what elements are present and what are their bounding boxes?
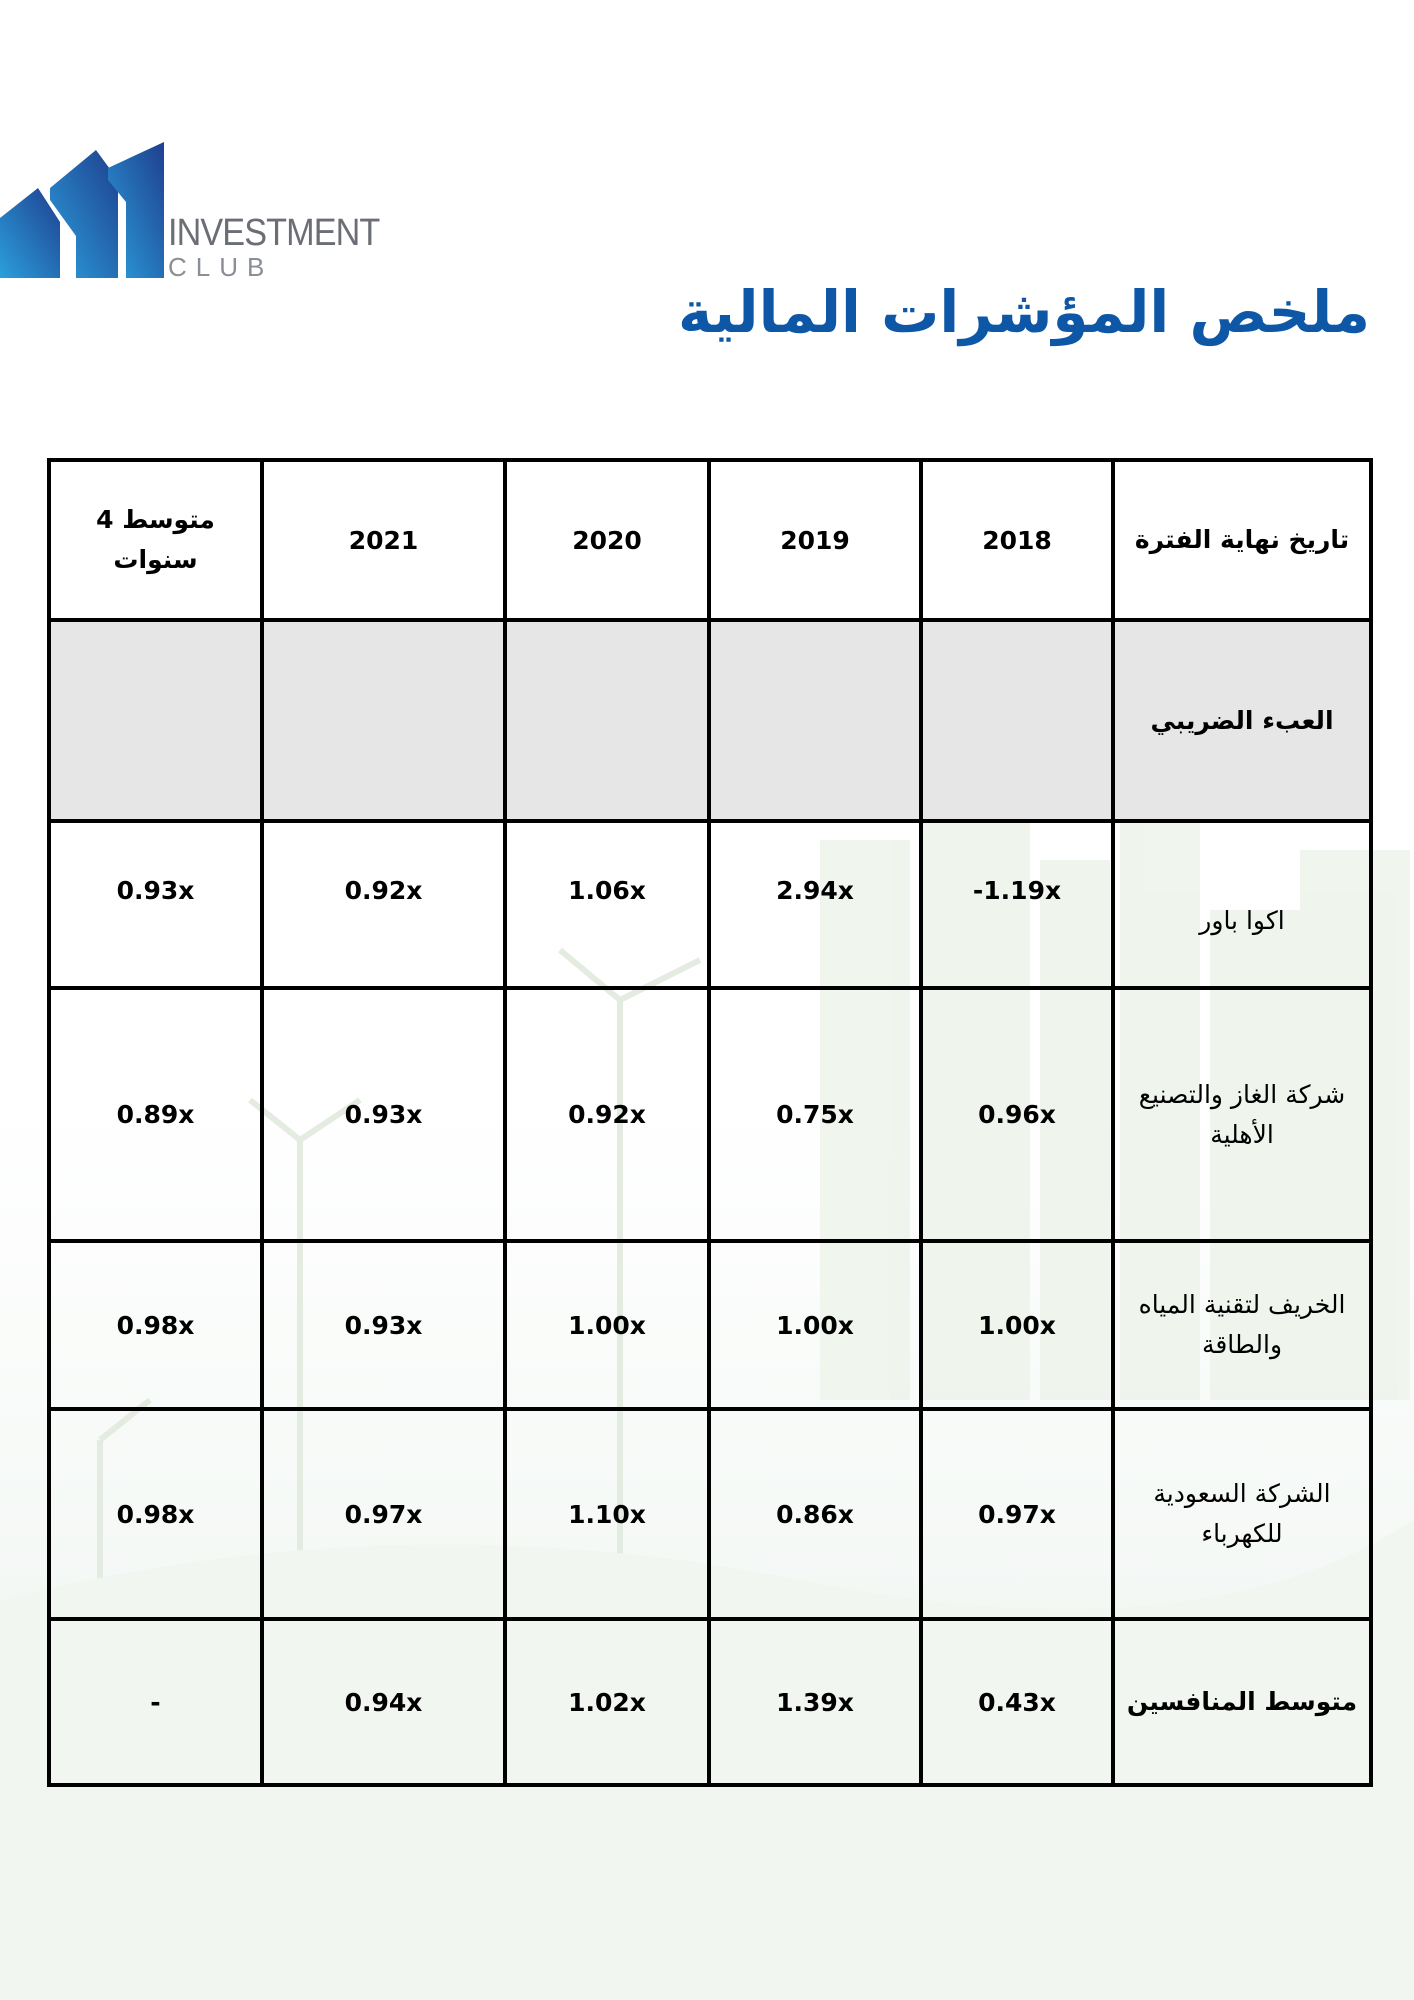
- empty-cell: [49, 620, 262, 821]
- row-label-text: اكوا باور: [1199, 905, 1285, 935]
- header-cell: تاريخ نهاية الفترة: [1113, 460, 1371, 620]
- row-label: متوسط المنافسين: [1113, 1619, 1371, 1785]
- table-row: [49, 1619, 1371, 1785]
- header-cell: 2021: [262, 460, 505, 620]
- section-title: العبء الضريبي: [1113, 620, 1371, 821]
- value-cell: 0.97x: [921, 1409, 1113, 1619]
- value-text: -1.19x: [972, 876, 1062, 905]
- value-cell: 0.96x: [921, 988, 1113, 1241]
- empty-cell: [921, 620, 1113, 821]
- value-cell: 0.89x: [49, 988, 262, 1241]
- empty-cell: [262, 620, 505, 821]
- value-cell: 0.75x: [709, 988, 921, 1241]
- value-cell: 1.00x: [505, 1241, 709, 1409]
- value-cell: 0.93x: [262, 1241, 505, 1409]
- logo-mark: [0, 140, 170, 280]
- row-label: شركة الغاز والتصنيع الأهلية: [1113, 988, 1371, 1241]
- value-cell: [262, 821, 505, 988]
- header-cell: 2020: [505, 460, 709, 620]
- value-cell: 0.43x: [921, 1619, 1113, 1785]
- value-cell: 0.92x: [505, 988, 709, 1241]
- row-label: الشركة السعودية للكهرباء: [1113, 1409, 1371, 1619]
- value-cell: 0.86x: [709, 1409, 921, 1619]
- logo-text-investment: INVESTMENT: [168, 212, 380, 254]
- value-cell: -: [49, 1619, 262, 1785]
- financial-indicators-table: [47, 458, 1373, 1787]
- value-cell: 1.39x: [709, 1619, 921, 1785]
- empty-cell: [505, 620, 709, 821]
- value-text: 0.93x: [116, 876, 195, 905]
- value-cell: 1.00x: [709, 1241, 921, 1409]
- table-row: [49, 1241, 1371, 1409]
- value-text: 2.94x: [776, 876, 854, 905]
- section-row: [49, 620, 1371, 821]
- row-label: [1113, 821, 1371, 988]
- table-header-row: [49, 460, 1371, 620]
- logo: [0, 140, 380, 285]
- value-cell: 1.00x: [921, 1241, 1113, 1409]
- value-cell: [505, 821, 709, 988]
- header-cell: 2018: [921, 460, 1113, 620]
- value-cell: 1.02x: [505, 1619, 709, 1785]
- value-text: 0.92x: [344, 876, 423, 905]
- table-row: [49, 988, 1371, 1241]
- header-cell: متوسط 4 سنوات: [49, 460, 262, 620]
- table-row: [49, 821, 1371, 988]
- value-cell: [709, 821, 921, 988]
- value-cell: 1.10x: [505, 1409, 709, 1619]
- logo-text-club: CLUB: [168, 252, 274, 282]
- row-label: الخريف لتقنية المياه والطاقة: [1113, 1241, 1371, 1409]
- value-cell: 0.93x: [262, 988, 505, 1241]
- value-cell: 0.94x: [262, 1619, 505, 1785]
- value-cell: [49, 821, 262, 988]
- header-cell: 2019: [709, 460, 921, 620]
- table-row: [49, 1409, 1371, 1619]
- value-cell: 0.97x: [262, 1409, 505, 1619]
- empty-cell: [709, 620, 921, 821]
- value-cell: 0.98x: [49, 1241, 262, 1409]
- page-title: ملخص المؤشرات المالية: [677, 278, 1370, 346]
- value-cell: [921, 821, 1113, 988]
- value-text: 1.06x: [568, 876, 646, 905]
- value-cell: 0.98x: [49, 1409, 262, 1619]
